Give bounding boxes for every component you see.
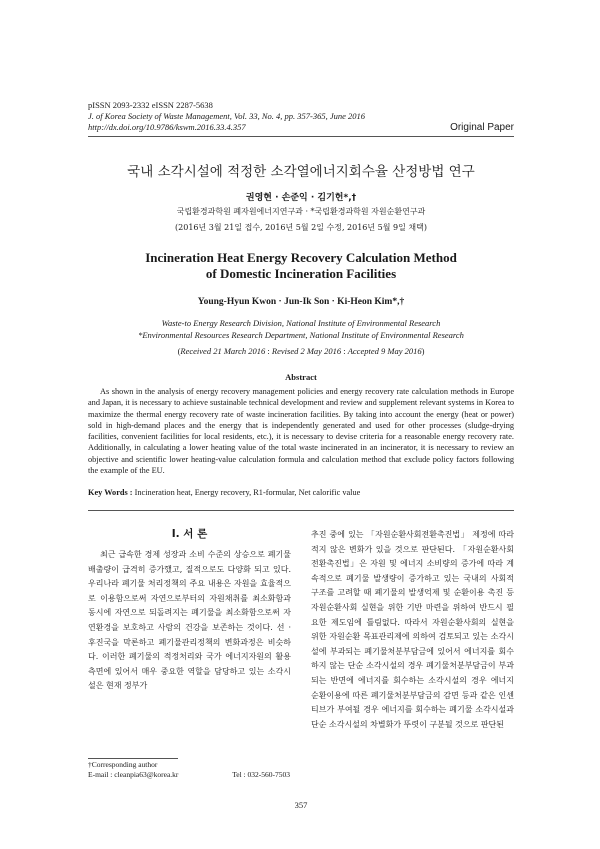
accepted-date: Accepted 9 May 2016 (347, 346, 422, 356)
dates-separator: : (265, 346, 272, 356)
corresponding-footnote (88, 760, 298, 780)
keywords-list: Incineration heat, Energy recovery, R1-formular, Net calorific value (134, 488, 361, 497)
received-date: Received 21 March 2016 (180, 346, 266, 356)
english-affiliation (88, 318, 514, 341)
korean-affiliation: 국립환경과학원 폐자원에너지연구과 · *국립환경과학원 자원순환연구과 (176, 207, 426, 216)
corresponding-author-label: †Corresponding author (88, 760, 158, 769)
page-number: 357 (294, 800, 308, 810)
dates-close: ) (421, 346, 425, 356)
english-authors: Young-Hyun Kwon · Jun-Ik Son · Ki-Heon Kim*,† (197, 297, 405, 307)
corresponding-email[interactable]: E-mail : cleanpia63@korea.kr (88, 770, 179, 779)
keywords (88, 488, 514, 497)
keywords-label: Key Words : (88, 488, 135, 497)
journal-header (88, 100, 514, 133)
corresponding-tel: Tel : 032-560-7503 (232, 770, 290, 779)
section-heading-introduction: I. 서 론 (171, 528, 208, 540)
korean-authors: 권영현 · 손준익 · 김기헌*,† (245, 193, 357, 203)
paper-type-label: Original Paper (450, 122, 514, 133)
dates-open: ( (177, 346, 181, 356)
doi-link[interactable]: http://dx.doi.org/10.9786/kswm.2016.33.4.357 (88, 122, 246, 132)
english-title-line1: Incineration Heat Energy Recovery Calculation Method (145, 250, 457, 265)
korean-title: 국내 소각시설에 적정한 소각열에너지회수율 산정방법 연구 (127, 164, 475, 180)
affiliation-line1: Waste-to Energy Research Division, National Institute of Environmental Research (161, 318, 441, 328)
english-title (88, 250, 514, 282)
header-rule (88, 136, 514, 137)
body-column-right: 추진 중에 있는 「자원순환사회전환촉진법」 제정에 따라 적지 않은 변화가 있을 것으로 판단된다. 「자원순환사회전환촉진법」은 자원 및 에너지 소비량의 증가에 따라 계속적으로 폐기물 발생량이 증가하고 있는 국내의 사회적 구조를 고려할 때 폐기물의 발생억제 및 순환이용 촉진 등 자원순환사회 실현을 위한 기반 마련을 위하여 반드시 필요한 제도임에 틀림없다. 따라서 자원순환사회의 실현을 위한 자원순환 목표관리제에 의하여 검토되고 있는 소각시설에 부과되는 폐기물처분부담금에 있어서 에너지를 회수하지 않는 단순 소각시설의 경우 폐기물처분부담금이 부과되는 반면에 에너지를 회수하는 소각시설의 경우 에너지 순환이용에 따른 폐기물처분부담금의 감면 등과 같은 인센티브가 부여될 경우 에너지를 회수하는 폐기물 소각시설과 단순 소각시설의 차별화가 뚜렷이 구분될 것으로 판단된 (311, 530, 514, 729)
abstract-heading: Abstract (285, 372, 317, 382)
footnote-rule (88, 758, 178, 759)
body-column-left: 최근 급속한 경제 성장과 소비 수준의 상승으로 폐기물 배출량이 급격히 증가했고, 질적으로도 다양화 되고 있다. 우리나라 폐기물 처리정책의 주요 내용은 자원을 효율적으로 이용함으로써 자연으로부터의 자원채취를 최소화함과 동시에 자연으로 되돌려지는 폐기물을 최소화함으로써 자연환경을 보호하고 사람의 건강을 보존하는 것이다. 선 · 후진국을 막론하고 폐기물관리정책의 변화과정은 비슷하다. 이러한 폐기물의 적정처리와 국가 에너지자원의 활용 측면에 있어서 매우 중요한 역할을 담당하고 있는 소각시설은 현재 정부가 (88, 550, 291, 691)
abstract-body: As shown in the analysis of energy recovery management policies and energy recovery rate calculation methods in Europe and Japan, it is necessary to achieve sustainable technical development and review and supplement relevant systems in Korea to maximize the thermal energy recovery rate of waste incineration facilities. By taking into account the energy (heat or power) sold in high-demand places and the energy that is independently generated and used for other processes (sludge-drying facilities, convenient facilities for local residents, etc.), it is necessary to devise criteria for a reasonable energy recovery rate. Additionally, in calculating a lower heating value of the total waste incinerated in an incinerator, it is necessary to review an objective and scientific lower heating-value calculation formula and calculation method that exclude policy factors following the example of the EU. (88, 387, 514, 476)
korean-dates: (2016년 3월 21일 접수, 2016년 5월 2일 수정, 2016년 5월 9일 채택) (175, 223, 427, 232)
dates-separator: : (341, 346, 348, 356)
affiliation-line2: *Environmental Resources Research Department, National Institute of Environmental Research (138, 329, 464, 340)
journal-citation: J. of Korea Society of Waste Management, Vol. 33, No. 4, pp. 357-365, June 2016 (88, 111, 365, 121)
english-dates (88, 346, 514, 356)
revised-date: Revised 2 May 2016 (271, 346, 342, 356)
issn-line: pISSN 2093-2332 eISSN 2287-5638 (88, 100, 213, 110)
english-title-line2: of Domestic Incineration Facilities (205, 266, 397, 281)
abstract-rule (88, 510, 514, 511)
